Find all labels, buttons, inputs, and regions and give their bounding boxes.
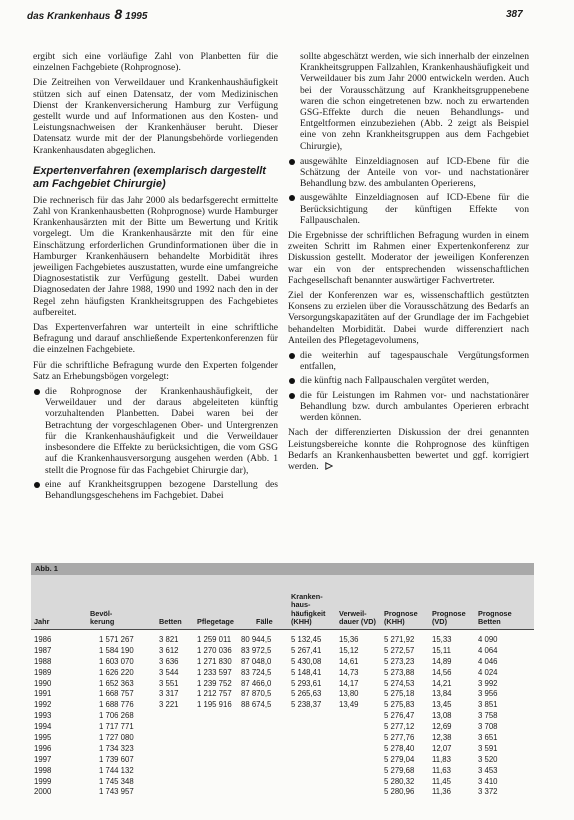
table-row <box>31 700 534 711</box>
table-row <box>31 689 534 700</box>
paragraph-text: Nach der differenzierten Diskussion der drei genannten Leistungsbereiche konnte die Rohprognose des künftigen Bedarfs an Krankenhausbetten bewertet und ggf. korrigiert werden. <box>288 427 529 472</box>
table-cell-prognose-betten: 3 410 <box>478 776 498 786</box>
left-column <box>33 51 278 556</box>
table-cell-prognose-betten: 3 956 <box>478 689 498 699</box>
running-header <box>27 7 147 24</box>
table-cell-bevoelkerung: 1 688 776 <box>99 700 134 710</box>
table-cell-prognose-betten: 3 453 <box>478 765 498 775</box>
paragraph: ergibt sich eine vorläufige Zahl von Planbetten für die einzelnen Fachgebiete (Rohprognose). <box>33 51 278 74</box>
table-cell-khh: 5 267,41 <box>291 645 322 655</box>
bullet-icon <box>289 159 295 165</box>
table-row <box>31 777 534 788</box>
list-item-text: eine auf Krankheitsgruppen bezogene Darstellung des Behandlungsgeschehens im Fachgebiet. Dabei <box>45 478 278 501</box>
table-row <box>31 733 534 744</box>
table-cell-bevoelkerung: 1 744 132 <box>99 765 134 775</box>
table-cell-vd: 14,61 <box>339 656 359 666</box>
table-cell-faelle: 80 944,5 <box>241 635 272 644</box>
bullet-list <box>33 386 278 501</box>
table-cell-pflegetage: 1 195 916 <box>197 700 232 710</box>
table-cell-betten: 3 636 <box>159 656 179 666</box>
table-cell-prognose-khh: 5 272,57 <box>384 645 415 655</box>
list-item <box>288 192 529 226</box>
table-cell-jahr: 1998 <box>34 765 52 775</box>
table-cell-bevoelkerung: 1 626 220 <box>99 667 134 677</box>
table-cell-khh <box>288 787 336 798</box>
table-cell-betten <box>156 711 194 722</box>
table-row <box>31 722 534 733</box>
table-cell-pflegetage <box>194 733 238 744</box>
table-cell-bevoelkerung: 1 717 771 <box>99 722 134 732</box>
table-cell-faelle <box>238 744 288 755</box>
column-header-prognose-vd: Prognose (VD) <box>432 608 466 626</box>
table-cell-jahr: 1993 <box>34 711 52 721</box>
table-cell-faelle: 88 674,5 <box>241 700 272 710</box>
table-cell-prognose-betten: 3 992 <box>478 678 498 688</box>
table-cell-bevoelkerung: 1 652 363 <box>99 678 134 688</box>
table-cell-jahr: 1999 <box>34 776 52 786</box>
table-cell-faelle <box>238 787 288 798</box>
table-cell-faelle: 87 870,5 <box>241 689 272 699</box>
table-cell-prognose-khh: 5 273,88 <box>384 667 415 677</box>
table-cell-bevoelkerung: 1 745 348 <box>99 776 134 786</box>
table-cell-pflegetage: 1 233 597 <box>197 667 232 677</box>
table-cell-prognose-vd: 11,45 <box>432 776 451 786</box>
journal-year: 1995 <box>125 11 148 22</box>
table-cell-prognose-khh: 5 280,32 <box>384 776 415 786</box>
table-cell-khh: 5 132,45 <box>291 635 322 644</box>
table-cell-bevoelkerung: 1 734 323 <box>99 743 134 753</box>
table-cell-bevoelkerung: 1 584 190 <box>99 645 134 655</box>
table-cell-betten: 3 821 <box>159 635 179 644</box>
table-cell-khh: 5 148,41 <box>291 667 322 677</box>
table-cell-khh: 5 238,37 <box>291 700 322 710</box>
table-cell-prognose-khh: 5 279,04 <box>384 754 415 764</box>
list-item <box>288 156 529 190</box>
table-cell-bevoelkerung: 1 706 268 <box>99 711 134 721</box>
column-header-prognose-khh: Prognose (KHH) <box>384 608 418 626</box>
right-column <box>288 51 529 556</box>
table-cell-betten <box>156 787 194 798</box>
table-cell-vd <box>336 787 381 798</box>
table-cell-faelle: 83 972,5 <box>241 645 272 655</box>
table-cell-prognose-betten: 4 064 <box>478 645 498 655</box>
bullet-icon <box>34 389 40 395</box>
table-cell-vd <box>336 777 381 788</box>
table-row <box>31 679 534 690</box>
paragraph: Die Zeitreihen von Verweildauer und Krankenhaushäufigkeit stützen sich auf einen Datensatz, der vom Medizinischen Dienst der Krankenversicherung Hamburg zur Verfügung gestellt wurde und auf Informationen aus den Kosten- und Leistungsnachweisen der Krankenhäuser beruht. Dieser Datensatz wurde mit der der Planungsbehörde vorliegenden Krankenhausdaten abgeglichen. <box>33 77 278 156</box>
table-cell-vd <box>336 722 381 733</box>
table-cell-jahr: 1990 <box>34 678 52 688</box>
table-cell-jahr: 1997 <box>34 754 52 764</box>
bullet-list <box>288 156 529 226</box>
table-row <box>31 668 534 679</box>
table-cell-vd <box>336 711 381 722</box>
table-cell-prognose-vd: 14,89 <box>432 656 452 666</box>
table-cell-prognose-betten: 3 708 <box>478 722 498 732</box>
table-cell-prognose-khh: 5 275,83 <box>384 700 415 710</box>
table-cell-prognose-betten: 4 024 <box>478 667 498 677</box>
table-cell-prognose-betten: 3 758 <box>478 711 498 721</box>
section-heading: Expertenverfahren (exemplarisch dargestellt am Fachgebiet Chirurgie) <box>33 164 266 190</box>
table-cell-pflegetage <box>194 787 238 798</box>
page-number: 387 <box>506 9 523 20</box>
table-cell-pflegetage <box>194 722 238 733</box>
table-cell-jahr: 1996 <box>34 743 52 753</box>
table-cell-prognose-khh: 5 277,12 <box>384 722 415 732</box>
table-row <box>31 646 534 657</box>
column-header-vd: Verweil- dauer (VD) <box>339 608 376 626</box>
data-table <box>31 563 534 798</box>
table-cell-prognose-betten: 4 046 <box>478 656 498 666</box>
table-cell-prognose-khh: 5 271,92 <box>384 635 415 644</box>
table-cell-vd: 13,49 <box>339 700 359 710</box>
column-header-betten: Betten <box>159 616 182 626</box>
table-cell-pflegetage: 1 212 757 <box>197 689 232 699</box>
table-cell-prognose-vd: 15,33 <box>432 635 452 644</box>
table-cell-betten <box>156 777 194 788</box>
table-row <box>31 711 534 722</box>
table-cell-prognose-betten: 4 090 <box>478 635 498 644</box>
paragraph: Die rechnerisch für das Jahr 2000 als bedarfsgerecht ermittelte Zahl von Krankenhausbetten (Rohprognose) wurde Hamburger Krankenhausärzten mit der Bitte um Bewertung und Kritik vorgelegt. Um die Krankenhausärzte mit den für eine Einschätzung erforderlichen Grundinformationen über die in Hamburger Krankenhäusern behandelte Morbidität ihres jeweiligen Fachgebietes auszustatten, wurde eine umfangreiche Diagnosestatistik zur Verfügung gestellt. Dabei wurden Diagnosedaten der Jahre 1988, 1990 und 1992 nach den in der Regel zehn häufigsten Krankheitsgruppen des Fachgebietes aufbereitet. <box>33 194 278 318</box>
bullet-list <box>288 350 529 423</box>
table-cell-prognose-vd: 14,56 <box>432 667 452 677</box>
table-cell-prognose-khh: 5 277,76 <box>384 733 415 743</box>
table-cell-khh <box>288 755 336 766</box>
table-cell-betten <box>156 733 194 744</box>
table-cell-pflegetage <box>194 766 238 777</box>
table-cell-prognose-betten: 3 372 <box>478 787 498 797</box>
list-item-text: die künftig nach Fallpauschalen vergütet werden, <box>300 375 489 387</box>
table-cell-betten: 3 612 <box>159 645 179 655</box>
table-cell-bevoelkerung: 1 739 607 <box>99 754 134 764</box>
journal-title: das Krankenhaus <box>27 11 111 22</box>
list-item-text: ausgewählte Einzeldiagnosen auf ICD-Ebene für die Berücksichtigung der künftigen Effekte von Fallpauschalen. <box>300 192 529 226</box>
table-cell-vd: 15,36 <box>339 635 359 644</box>
table-cell-prognose-vd: 13,84 <box>432 689 452 699</box>
table-cell-prognose-vd: 13,08 <box>432 711 452 721</box>
list-item-text: die weiterhin auf tagespauschale Vergütungsformen entfallen, <box>300 350 529 373</box>
paragraph: Die Ergebnisse der schriftlichen Befragung wurden in einem zweiten Schritt im Rahmen einer Expertenkonferenz zur Diskussion gestellt. Moderator der jeweiligen Konferenzen war ein von der entsprechenden wissenschaftlichen Fachgesellschaft benannter auswärtiger Fachvertreter. <box>288 230 529 286</box>
list-item-text: ausgewählte Einzeldiagnosen auf ICD-Ebene für die Schätzung der Anteile von vor- und nachstationärer Behandlung bzw. des ambulanten Operierens, <box>300 155 529 190</box>
table-cell-betten <box>156 744 194 755</box>
table-cell-prognose-betten: 3 591 <box>478 743 498 753</box>
table-cell-betten <box>156 766 194 777</box>
table-cell-pflegetage: 1 271 830 <box>197 656 232 666</box>
table-cell-jahr: 1994 <box>34 722 52 732</box>
table-row <box>31 766 534 777</box>
table-header <box>31 575 534 630</box>
table-cell-khh <box>288 777 336 788</box>
table-cell-prognose-khh: 5 275,18 <box>384 689 415 699</box>
table-cell-vd: 14,17 <box>339 678 359 688</box>
table-cell-jahr: 2000 <box>34 787 52 797</box>
table-cell-jahr: 1988 <box>34 656 52 666</box>
table-cell-pflegetage <box>194 711 238 722</box>
table-cell-prognose-vd: 12,38 <box>432 733 452 743</box>
table-cell-prognose-vd: 11,36 <box>432 787 451 797</box>
table-cell-bevoelkerung: 1 668 757 <box>99 689 134 699</box>
table-cell-prognose-vd: 12,07 <box>432 743 452 753</box>
table-row <box>31 635 534 646</box>
table-cell-prognose-betten: 3 520 <box>478 754 498 764</box>
paragraph: Für die schriftliche Befragung wurde den Experten folgender Satz an Erhebungsbögen vorgelegt: <box>33 359 278 382</box>
table-cell-vd: 13,80 <box>339 689 359 699</box>
table-cell-bevoelkerung: 1 603 070 <box>99 656 134 666</box>
table-cell-prognose-khh: 5 280,96 <box>384 787 415 797</box>
table-cell-jahr: 1991 <box>34 689 52 699</box>
table-row <box>31 787 534 798</box>
table-cell-pflegetage: 1 239 752 <box>197 678 232 688</box>
table-cell-khh <box>288 766 336 777</box>
table-row <box>31 744 534 755</box>
table-cell-prognose-vd: 13,45 <box>432 700 452 710</box>
table-caption: Abb. 1 <box>31 563 534 575</box>
table-cell-jahr: 1986 <box>34 635 52 644</box>
table-cell-prognose-vd: 15,11 <box>432 645 451 655</box>
issue-number: 8 <box>114 6 123 22</box>
table-cell-betten: 3 544 <box>159 667 179 677</box>
table-cell-faelle <box>238 766 288 777</box>
bullet-icon <box>289 393 295 399</box>
table-cell-pflegetage <box>194 777 238 788</box>
bullet-icon <box>289 378 295 384</box>
table-row <box>31 755 534 766</box>
list-item <box>288 375 529 386</box>
table-cell-prognose-vd: 11,83 <box>432 754 451 764</box>
table-cell-betten: 3 551 <box>159 678 179 688</box>
table-cell-khh: 5 265,63 <box>291 689 322 699</box>
table-cell-bevoelkerung: 1 743 957 <box>99 787 134 797</box>
table-cell-betten: 3 221 <box>159 700 179 710</box>
table-cell-faelle: 87 048,0 <box>241 656 272 666</box>
table-cell-pflegetage: 1 259 011 <box>197 635 232 644</box>
table-cell-bevoelkerung: 1 571 267 <box>99 635 134 644</box>
table-cell-vd: 15,12 <box>339 645 359 655</box>
list-item <box>33 479 278 501</box>
table-cell-faelle <box>238 711 288 722</box>
table-cell-jahr: 1989 <box>34 667 52 677</box>
table-cell-faelle: 87 466,0 <box>241 678 272 688</box>
table-row <box>31 657 534 668</box>
table-cell-prognose-vd: 12,69 <box>432 722 452 732</box>
list-item-text: die Rohprognose der Krankenhaushäufigkeit, der Verweildauer und der daraus abgeleiteten künftig vorzuhaltenden Planbetten. Dabei waren bei der Betrachtung der vorgeschlagenen Ober- und Untergrenzen für die Krankenhaushäufigkeit und die Verweildauer insbesondere die Effekte zu berücksichtigen, die vom GSG auf die Krankenhausversorgung ausgehen werden (Abb. 1 stellt die Prognose für das Fachgebiet Chirurgie dar), <box>45 386 278 476</box>
list-item-continuation: sollte abgeschätzt werden, wie sich innerhalb der einzelnen Krankheitsgruppen Fallzahlen, Krankenhaushäufigkeit und Verweildauer bis zum Jahr 2000 entwickeln werden. Auch bei der Vorausschätzung auf Krankheitsgruppenebene waren die schon eingetretenen bzw. noch zu erwartenden GSG-Effekte durch die neuen Behandlungs- und Entgeltformen einzubeziehen (Abb. 2 zeigt als Beispiel eine von zehn Krankheitsgruppen aus dem Fachgebiet Chirurgie), <box>300 51 529 152</box>
table-cell-faelle <box>238 722 288 733</box>
paragraph: Das Expertenverfahren war unterteilt in eine schriftliche Befragung und darauf anschließende Expertenkonferenzen für die einzelnen Fachgebiete. <box>33 322 278 356</box>
table-body <box>31 630 534 798</box>
table-cell-pflegetage <box>194 744 238 755</box>
table-cell-betten <box>156 755 194 766</box>
table-cell-faelle: 83 724,5 <box>241 667 272 677</box>
table-cell-vd <box>336 755 381 766</box>
table-cell-faelle <box>238 755 288 766</box>
table-cell-khh: 5 293,61 <box>291 678 322 688</box>
table-cell-betten <box>156 722 194 733</box>
bullet-icon <box>289 195 295 201</box>
table-cell-prognose-betten: 3 851 <box>478 700 498 710</box>
table-cell-jahr: 1992 <box>34 700 52 710</box>
table-cell-vd <box>336 766 381 777</box>
column-header-khh: Kranken- haus- häufigkeit (KHH) <box>291 592 326 626</box>
list-item <box>288 390 529 424</box>
list-item <box>288 350 529 372</box>
continue-arrow-icon <box>325 462 333 470</box>
table-cell-vd <box>336 733 381 744</box>
list-item <box>33 386 278 476</box>
table-cell-prognose-khh: 5 279,68 <box>384 765 415 775</box>
table-cell-khh <box>288 733 336 744</box>
table-cell-prognose-betten: 3 651 <box>478 733 498 743</box>
table-cell-prognose-khh: 5 273,23 <box>384 656 415 666</box>
paragraph: Ziel der Konferenzen war es, wissenschaftlich gestützten Konsens zu erzielen über die Vorausschätzung des Bedarfs an Versorgungskapazitäten auf der Grundlage der im Fachgebiet behandelten Morbidität. Dabei wurde differenziert nach Anteilen des Pflegetagevolumens, <box>288 290 529 346</box>
table-cell-pflegetage <box>194 755 238 766</box>
table-cell-vd: 14,73 <box>339 667 359 677</box>
table-cell-khh <box>288 744 336 755</box>
list-item-text: die für Leistungen im Rahmen vor- und nachstationärer Behandlung bzw. durch ambulantes Operieren erbracht werden können. <box>300 389 529 424</box>
bullet-icon <box>289 353 295 359</box>
table-cell-prognose-khh: 5 276,47 <box>384 711 415 721</box>
paragraph <box>288 427 529 472</box>
column-header-bevoelkerung: Bevöl- kerung <box>90 608 115 626</box>
table-cell-pflegetage: 1 270 036 <box>197 645 232 655</box>
table-cell-prognose-vd: 11,63 <box>432 765 451 775</box>
table-cell-bevoelkerung: 1 727 080 <box>99 733 134 743</box>
table-cell-jahr: 1987 <box>34 645 52 655</box>
column-header-prognose-betten: Prognose Betten <box>478 608 512 626</box>
table-cell-khh <box>288 722 336 733</box>
bullet-icon <box>34 482 40 488</box>
table-cell-faelle <box>238 777 288 788</box>
table-cell-betten: 3 317 <box>159 689 179 699</box>
table-cell-khh <box>288 711 336 722</box>
column-header-pflegetage: Pflegetage <box>197 616 234 626</box>
table-cell-jahr: 1995 <box>34 733 52 743</box>
table-cell-vd <box>336 744 381 755</box>
table-cell-prognose-vd: 14,21 <box>432 678 452 688</box>
table-cell-prognose-khh: 5 278,40 <box>384 743 415 753</box>
column-header-faelle: Fälle <box>256 616 273 626</box>
table-cell-faelle <box>238 733 288 744</box>
table-cell-khh: 5 430,08 <box>291 656 322 666</box>
table-cell-prognose-khh: 5 274,53 <box>384 678 415 688</box>
column-header-jahr: Jahr <box>34 616 50 626</box>
